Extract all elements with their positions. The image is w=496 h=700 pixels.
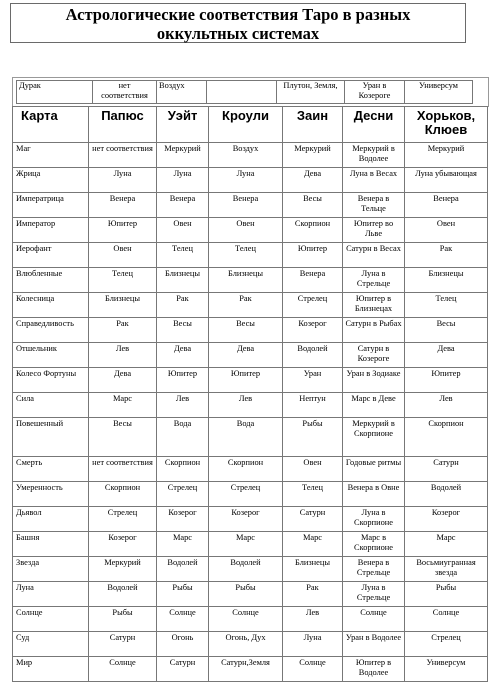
table-cell: Овен <box>209 218 283 243</box>
card-name: Звезда <box>13 557 89 582</box>
table-cell: Венера <box>157 193 209 218</box>
table-cell: Водолей <box>209 557 283 582</box>
table-cell: нет соответствия <box>89 143 157 168</box>
table-cell: Весы <box>157 318 209 343</box>
header-card: Карта <box>13 107 89 143</box>
table-cell: Солнце <box>209 607 283 632</box>
table-cell: Стрелец <box>283 293 343 318</box>
table-cell: Меркурий в Скорпионе <box>343 418 405 457</box>
table-cell: Водолей <box>157 557 209 582</box>
table-row <box>13 368 488 393</box>
table-cell: Водолей <box>405 482 488 507</box>
table-row <box>13 557 488 582</box>
table-cell: Рак <box>283 582 343 607</box>
table-cell: Венера в Стрельце <box>343 557 405 582</box>
table-cell: Дева <box>405 343 488 368</box>
table-cell: Луна <box>209 168 283 193</box>
table-row <box>13 507 488 532</box>
table-row <box>13 657 488 682</box>
table-cell: Уран <box>283 368 343 393</box>
table-cell: Овен <box>89 243 157 268</box>
table-cell: Дева <box>283 168 343 193</box>
correspondence-table <box>12 106 488 682</box>
table-cell: Сатурн <box>89 632 157 657</box>
table-cell: Лев <box>209 393 283 418</box>
table-cell: Стрелец <box>405 632 488 657</box>
fool-cell: Плутон, Земля, <box>277 81 345 104</box>
table-cell: Телец <box>405 293 488 318</box>
table-row <box>13 582 488 607</box>
table-cell: Солнце <box>405 607 488 632</box>
table-row <box>13 268 488 293</box>
table-cell: Солнце <box>343 607 405 632</box>
table-cell: Юпитер <box>157 368 209 393</box>
table-row <box>13 632 488 657</box>
table-cell: Стрелец <box>209 482 283 507</box>
table-row <box>13 193 488 218</box>
table-cell: Солнце <box>89 657 157 682</box>
document-title <box>10 3 466 43</box>
table-cell: Марс <box>157 532 209 557</box>
header-zain: Заин <box>283 107 343 143</box>
table-cell: Юпитер <box>283 243 343 268</box>
table-cell: Телец <box>283 482 343 507</box>
table-cell: Солнце <box>157 607 209 632</box>
card-name: Отшельник <box>13 343 89 368</box>
table-cell: Юпитер в Водолее <box>343 657 405 682</box>
header-row <box>13 107 488 143</box>
header-khorkov-klyuev: Хорьков, Клюев <box>405 107 488 143</box>
table-row <box>13 418 488 457</box>
table-cell: Рак <box>89 318 157 343</box>
table-cell: Скорпион <box>405 418 488 457</box>
table-cell: Луна в Весах <box>343 168 405 193</box>
table-cell: Овен <box>405 218 488 243</box>
table-cell: Луна в Скорпионе <box>343 507 405 532</box>
table-cell: Венера <box>209 193 283 218</box>
card-name: Иерофант <box>13 243 89 268</box>
table-cell: Близнецы <box>405 268 488 293</box>
table-cell: Уран в Зодиаке <box>343 368 405 393</box>
table-row <box>13 168 488 193</box>
table-cell: нет соответствия <box>89 457 157 482</box>
card-name: Колесница <box>13 293 89 318</box>
table-cell: Огонь <box>157 632 209 657</box>
card-name: Сила <box>13 393 89 418</box>
table-cell: Юпитер во Льве <box>343 218 405 243</box>
table-cell: Стрелец <box>157 482 209 507</box>
table-row <box>13 607 488 632</box>
table-cell: Рыбы <box>89 607 157 632</box>
card-name: Умеренность <box>13 482 89 507</box>
table-row <box>13 143 488 168</box>
card-name: Мир <box>13 657 89 682</box>
table-cell: Лев <box>405 393 488 418</box>
table-cell: Стрелец <box>89 507 157 532</box>
fool-cell: нет соответствия <box>93 81 157 104</box>
header-waite: Уэйт <box>157 107 209 143</box>
table-cell: Весы <box>405 318 488 343</box>
table-cell: Марс <box>89 393 157 418</box>
table-row <box>13 457 488 482</box>
table-cell: Овен <box>283 457 343 482</box>
table-cell: Скорпион <box>209 457 283 482</box>
card-name: Императрица <box>13 193 89 218</box>
table-cell: Воздух <box>209 143 283 168</box>
table-row <box>13 393 488 418</box>
card-name: Смерть <box>13 457 89 482</box>
card-name: Справедливость <box>13 318 89 343</box>
table-cell: Восьмиугранная звезда <box>405 557 488 582</box>
table-cell: Сатурн,Земля <box>209 657 283 682</box>
title-line-1: Астрологические соответствия Таро в разных <box>65 5 411 24</box>
table-cell: Марс в Деве <box>343 393 405 418</box>
table-cell: Сатурн <box>157 657 209 682</box>
table-cell: Водолей <box>89 582 157 607</box>
table-cell: Скорпион <box>89 482 157 507</box>
table-cell: Марс <box>405 532 488 557</box>
table-cell: Годовые ритмы <box>343 457 405 482</box>
card-name: Солнце <box>13 607 89 632</box>
table-cell: Лев <box>157 393 209 418</box>
header-desni: Десни <box>343 107 405 143</box>
table-cell: Козерог <box>89 532 157 557</box>
table-cell: Сатурн в Весах <box>343 243 405 268</box>
table-cell: Марс <box>283 532 343 557</box>
table-cell: Меркурий <box>405 143 488 168</box>
table-row <box>13 218 488 243</box>
card-name: Император <box>13 218 89 243</box>
table-cell: Юпитер <box>405 368 488 393</box>
table-cell: Лев <box>89 343 157 368</box>
table-cell: Венера <box>89 193 157 218</box>
table-cell: Луна убывающая <box>405 168 488 193</box>
card-name: Повешенный <box>13 418 89 457</box>
table-cell: Марс в Скорпионе <box>343 532 405 557</box>
table-cell: Юпитер <box>209 368 283 393</box>
table-row <box>13 243 488 268</box>
table-cell: Телец <box>89 268 157 293</box>
table-cell: Луна в Стрельце <box>343 268 405 293</box>
table-cell: Рыбы <box>157 582 209 607</box>
table-cell: Козерог <box>405 507 488 532</box>
table-cell: Луна <box>89 168 157 193</box>
table-row <box>13 343 488 368</box>
fool-table <box>16 80 473 104</box>
table-cell: Дева <box>89 368 157 393</box>
card-name: Дьявол <box>13 507 89 532</box>
table-cell: Сатурн <box>283 507 343 532</box>
table-cell: Марс <box>209 532 283 557</box>
table-cell: Козерог <box>283 318 343 343</box>
table-cell: Меркурий <box>157 143 209 168</box>
table-cell: Скорпион <box>157 457 209 482</box>
fool-cell: Уран в Козероге <box>345 81 405 104</box>
card-name: Суд <box>13 632 89 657</box>
table-cell: Юпитер <box>89 218 157 243</box>
table-cell: Козерог <box>157 507 209 532</box>
table-row <box>13 482 488 507</box>
table-cell: Луна в Стрельце <box>343 582 405 607</box>
table-cell: Венера в Овне <box>343 482 405 507</box>
table-cell: Универсум <box>405 657 488 682</box>
card-name: Маг <box>13 143 89 168</box>
fool-cell: Воздух <box>157 81 207 104</box>
table-cell: Юпитер в Близнецах <box>343 293 405 318</box>
table-cell: Сатурн в Козероге <box>343 343 405 368</box>
table-cell: Весы <box>209 318 283 343</box>
header-crowley: Кроули <box>209 107 283 143</box>
table-cell: Близнецы <box>89 293 157 318</box>
table-cell: Огонь, Дух <box>209 632 283 657</box>
table-cell: Близнецы <box>157 268 209 293</box>
table-cell: Вода <box>157 418 209 457</box>
fool-cell: Универсум <box>405 81 473 104</box>
table-cell: Козерог <box>209 507 283 532</box>
card-name: Луна <box>13 582 89 607</box>
table-cell: Весы <box>283 193 343 218</box>
fool-cell <box>207 81 277 104</box>
table-cell: Венера <box>283 268 343 293</box>
table-cell: Венера в Тельце <box>343 193 405 218</box>
card-name: Колесо Фортуны <box>13 368 89 393</box>
table-cell: Водолей <box>283 343 343 368</box>
header-papus: Папюс <box>89 107 157 143</box>
table-cell: Дева <box>157 343 209 368</box>
table-row <box>13 293 488 318</box>
fool-row <box>17 81 473 104</box>
table-cell: Рыбы <box>209 582 283 607</box>
table-cell: Сатурн <box>405 457 488 482</box>
card-name: Башня <box>13 532 89 557</box>
table-cell: Уран в Водолее <box>343 632 405 657</box>
table-cell: Сатурн в Рыбах <box>343 318 405 343</box>
table-cell: Нептун <box>283 393 343 418</box>
table-cell: Вода <box>209 418 283 457</box>
card-name: Влюбленные <box>13 268 89 293</box>
table-cell: Весы <box>89 418 157 457</box>
table-cell: Скорпион <box>283 218 343 243</box>
table-cell: Овен <box>157 218 209 243</box>
table-cell: Рак <box>209 293 283 318</box>
table-cell: Рак <box>405 243 488 268</box>
table-cell: Телец <box>157 243 209 268</box>
table-cell: Лев <box>283 607 343 632</box>
table-cell: Рыбы <box>405 582 488 607</box>
table-row <box>13 532 488 557</box>
table-cell: Солнце <box>283 657 343 682</box>
card-name: Жрица <box>13 168 89 193</box>
table-cell: Телец <box>209 243 283 268</box>
table-cell: Меркурий в Водолее <box>343 143 405 168</box>
table-cell: Венера <box>405 193 488 218</box>
table-cell: Близнецы <box>283 557 343 582</box>
table-row <box>13 318 488 343</box>
fool-cell: Дурак <box>17 81 93 104</box>
table-cell: Меркурий <box>283 143 343 168</box>
table-cell: Рыбы <box>283 418 343 457</box>
table-cell: Рак <box>157 293 209 318</box>
table-cell: Меркурий <box>89 557 157 582</box>
table-cell: Луна <box>157 168 209 193</box>
table-cell: Дева <box>209 343 283 368</box>
title-line-2: оккультных системах <box>156 24 320 43</box>
table-cell: Луна <box>283 632 343 657</box>
table-cell: Близнецы <box>209 268 283 293</box>
